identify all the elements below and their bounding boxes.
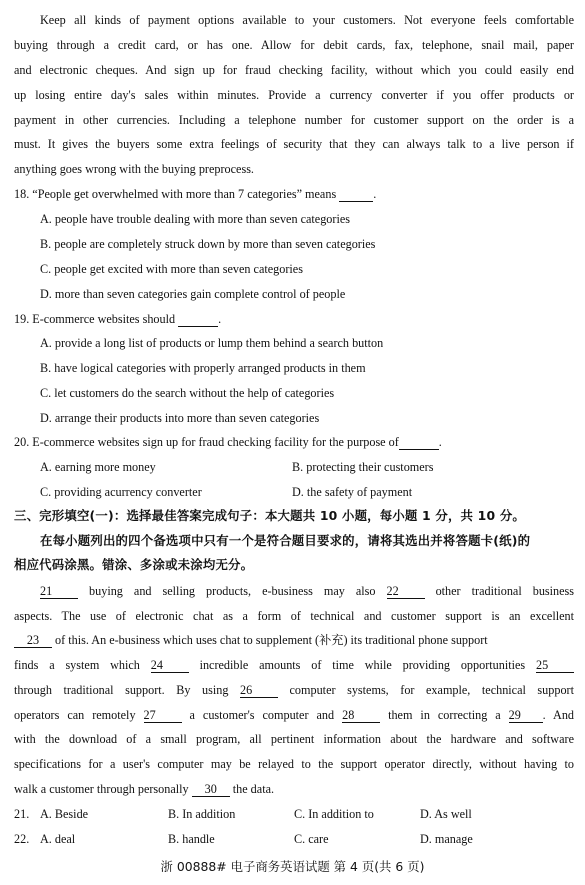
q22-option-c: C. care [294,832,329,846]
cloze-text: computer systems, for example, technical support [289,683,574,697]
question-20-stem [14,434,574,450]
cloze-blank-28: 28 [342,708,380,723]
q21-option-b: B. In addition [168,807,236,821]
q20-option-b: B. protecting their customers [292,460,434,474]
q22-option-a: A. deal [40,832,76,846]
cloze-line-9 [14,781,574,797]
cloze-blank-29: 29 [509,708,543,723]
cloze-text: them in correcting a [388,708,501,722]
q19-option-d: D. arrange their products into more than seven categories [40,411,320,425]
q19-option-b: B. have logical categories with properly arranged products in them [40,361,366,375]
passage-line-3: and electronic cheques. And sign up for fraud checking facility, without which you could easily end [14,63,574,77]
q22-option-d: D. manage [420,832,473,846]
answer-blank [339,187,373,202]
cloze-text: the data. [232,782,275,796]
q19-option-c: C. let customers do the search without the help of categories [40,386,335,400]
section-3-heading: 三、完形填空(一)：选择最佳答案完成句子：本大题共 10 小题，每小题 1 分，共 10 分。 [14,508,525,523]
question-19-stem [14,311,574,327]
section-3-instruction-1: 在每小题列出的四个备选项中只有一个是符合题目要求的，请将其选出并将答题卡(纸)的 [40,533,531,548]
question-18-stem [14,186,574,202]
q19-option-a: A. provide a long list of products or lump them behind a search button [40,336,384,350]
cloze-text: incredible amounts of time while providing opportunities [199,658,526,672]
cloze-text: walk a customer through personally [14,782,189,796]
cloze-text: of this. An e-business which uses chat to supplement (补充) its traditional phone support [55,633,488,647]
cloze-blank-21: 21 [40,584,78,599]
question-22-number: 22. [14,832,30,846]
passage-line-6: must. It gives the buyers some extra feelings of security that they can always talk to a live person if [14,137,574,151]
q22-option-b: B. handle [168,832,215,846]
cloze-text: buying and selling products, e-business may also [89,584,376,598]
cloze-text: finds a system which [14,658,140,672]
cloze-text: other traditional business [435,584,575,598]
question-21-number: 21. [14,807,30,821]
q18-option-b: B. people are completely struck down by more than seven categories [40,237,376,251]
passage-line-1: Keep all kinds of payment options available to your customers. Not everyone feels comfortable [40,13,574,27]
answer-blank [178,312,218,327]
page-footer: 浙 00888# 电子商务英语试题 第 4 页(共 6 页) [160,859,425,874]
passage-line-5: payment in other currencies. Including a telephone number for customer support on the order is a [14,113,574,127]
question-20-stem-text: 20. E-commerce websites sign up for fraud checking facility for the purpose of [14,435,399,449]
cloze-blank-24: 24 [151,658,189,673]
cloze-blank-23: 23 [14,633,52,648]
question-19-stem-text: 19. E-commerce websites should [14,312,176,326]
cloze-text: . And [542,708,575,722]
question-20-stem-end: . [438,435,442,449]
cloze-blank-27: 27 [144,708,182,723]
q20-option-a: A. earning more money [40,460,156,474]
question-19-stem-end: . [218,312,222,326]
cloze-line-6 [14,707,574,723]
cloze-line-7: with the download of a small program, all pertinent information about the hardware and software [14,732,574,746]
section-3-instruction-2: 相应代码涂黑。错涂、多涂或未涂均无分。 [14,557,254,572]
cloze-blank-25: 25 [536,658,574,673]
cloze-line-1 [40,583,574,599]
q21-option-c: C. In addition to [294,807,374,821]
q20-option-d: D. the safety of payment [292,485,413,499]
cloze-blank-26: 26 [240,683,278,698]
cloze-line-2: aspects. The use of electronic chat as a form of technical and customer support is an excellent [14,609,574,623]
passage-line-4: up losing entire day's sales within minutes. Provide a currency converter if you offer products or [14,88,574,102]
q18-option-d: D. more than seven categories gain complete control of people [40,287,346,301]
cloze-line-5 [14,682,574,698]
cloze-blank-30: 30 [192,782,230,797]
cloze-line-8: specifications for a user's computer may be relayed to the support operator directly, without having to [14,757,574,771]
q18-option-a: A. people have trouble dealing with more than seven categories [40,212,350,226]
answer-blank [399,435,439,450]
passage-line-7: anything goes wrong with the buying preprocess. [14,162,254,176]
q18-option-c: C. people get excited with more than seven categories [40,262,303,276]
cloze-text: a customer's computer and [189,708,335,722]
cloze-blank-22: 22 [387,584,425,599]
cloze-text: through traditional support. By using [14,683,229,697]
cloze-text: operators can remotely [14,708,136,722]
q20-option-c: C. providing acurrency converter [40,485,202,499]
passage-line-2: buying through a credit card, or has one. Allow for debit cards, fax, telephone, snail mail, paper [14,38,574,52]
cloze-line-4 [14,657,574,673]
q21-option-d: D. As well [420,807,472,821]
cloze-line-3 [14,632,574,648]
q21-option-a: A. Beside [40,807,89,821]
question-18-stem-text: 18. “People get overwhelmed with more than 7 categories” means [14,187,337,201]
question-18-stem-end: . [373,187,377,201]
